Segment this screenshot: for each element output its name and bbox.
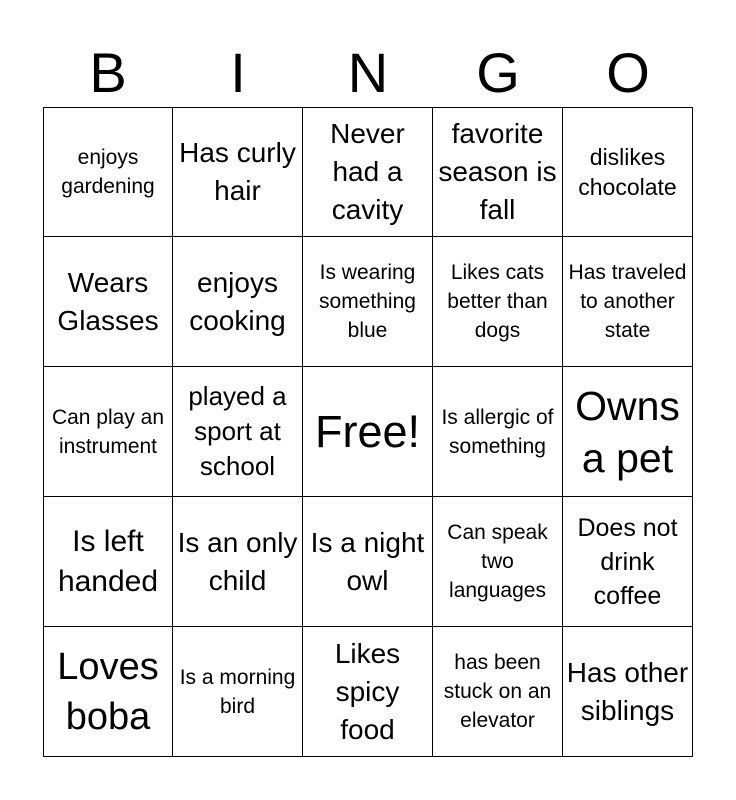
header-letter-n: N bbox=[347, 41, 389, 104]
bingo-board bbox=[43, 107, 693, 757]
header-letter-g: G bbox=[476, 41, 520, 104]
cell-text: Can speak two languages bbox=[447, 521, 548, 602]
cell-text: Never had a cavity bbox=[330, 118, 405, 225]
bingo-cell-r1-c3[interactable] bbox=[433, 237, 563, 367]
cell-text: Is left handed bbox=[57, 524, 159, 598]
cell-text: enjoys gardening bbox=[61, 146, 155, 198]
bingo-cell-r3-c0[interactable] bbox=[43, 497, 173, 627]
cell-text: Loves boba bbox=[57, 645, 159, 738]
bingo-cell-r1-c4[interactable] bbox=[563, 237, 693, 367]
cell-text: Does not drink coffee bbox=[577, 513, 678, 610]
cell-text: Is allergic of something bbox=[441, 405, 554, 458]
cell-text: Likes cats better than dogs bbox=[447, 261, 548, 342]
cell-text: Is a morning bird bbox=[179, 665, 296, 718]
header-letter-b: B bbox=[89, 41, 127, 104]
bingo-cell-r3-c1[interactable] bbox=[173, 497, 303, 627]
bingo-cell-r1-c2[interactable] bbox=[303, 237, 433, 367]
cell-text: played a sport at school bbox=[188, 381, 287, 481]
free-space-text: Free! bbox=[314, 405, 421, 457]
bingo-cell-r0-c2[interactable] bbox=[303, 107, 433, 237]
cell-text: Has curly hair bbox=[179, 137, 296, 206]
bingo-cell-r2-c1[interactable] bbox=[173, 367, 303, 497]
cell-text: Has other siblings bbox=[566, 656, 689, 726]
cell-text: Is wearing something blue bbox=[319, 261, 416, 342]
bingo-cell-r4-c2[interactable] bbox=[303, 627, 433, 757]
bingo-cell-r2-c4[interactable] bbox=[563, 367, 693, 497]
bingo-cell-r3-c3[interactable] bbox=[433, 497, 563, 627]
bingo-cell-r2-c0[interactable] bbox=[43, 367, 173, 497]
cell-text: Owns a pet bbox=[575, 382, 680, 481]
bingo-cell-r4-c1[interactable] bbox=[173, 627, 303, 757]
cell-text: dislikes chocolate bbox=[578, 144, 677, 200]
cell-text: Likes spicy food bbox=[334, 637, 401, 745]
bingo-cell-r3-c4[interactable] bbox=[563, 497, 693, 627]
cell-text: Is a night owl bbox=[310, 526, 425, 596]
bingo-cell-r4-c4[interactable] bbox=[563, 627, 693, 757]
bingo-cell-r0-c0[interactable] bbox=[43, 107, 173, 237]
bingo-cell-r0-c1[interactable] bbox=[173, 107, 303, 237]
header-letter-i: I bbox=[230, 41, 246, 104]
cell-text: Has traveled to another state bbox=[568, 261, 687, 342]
cell-text: Wears Glasses bbox=[57, 266, 159, 336]
bingo-cell-r4-c0[interactable] bbox=[43, 627, 173, 757]
bingo-cell-r2-c3[interactable] bbox=[433, 367, 563, 497]
bingo-cell-r0-c3[interactable] bbox=[433, 107, 563, 237]
cell-text: enjoys cooking bbox=[189, 266, 286, 336]
bingo-cell-r1-c1[interactable] bbox=[173, 237, 303, 367]
cell-text: favorite season is fall bbox=[438, 118, 557, 225]
bingo-cell-r2-c2[interactable] bbox=[303, 367, 433, 497]
bingo-cell-r1-c0[interactable] bbox=[43, 237, 173, 367]
cell-text: has been stuck on an elevator bbox=[443, 651, 552, 732]
bingo-header bbox=[43, 40, 693, 106]
bingo-cell-r3-c2[interactable] bbox=[303, 497, 433, 627]
cell-text: Can play an instrument bbox=[51, 405, 165, 458]
header-letter-o: O bbox=[606, 41, 650, 104]
bingo-cell-r0-c4[interactable] bbox=[563, 107, 693, 237]
bingo-cell-r4-c3[interactable] bbox=[433, 627, 563, 757]
cell-text: Is an only child bbox=[177, 526, 298, 596]
